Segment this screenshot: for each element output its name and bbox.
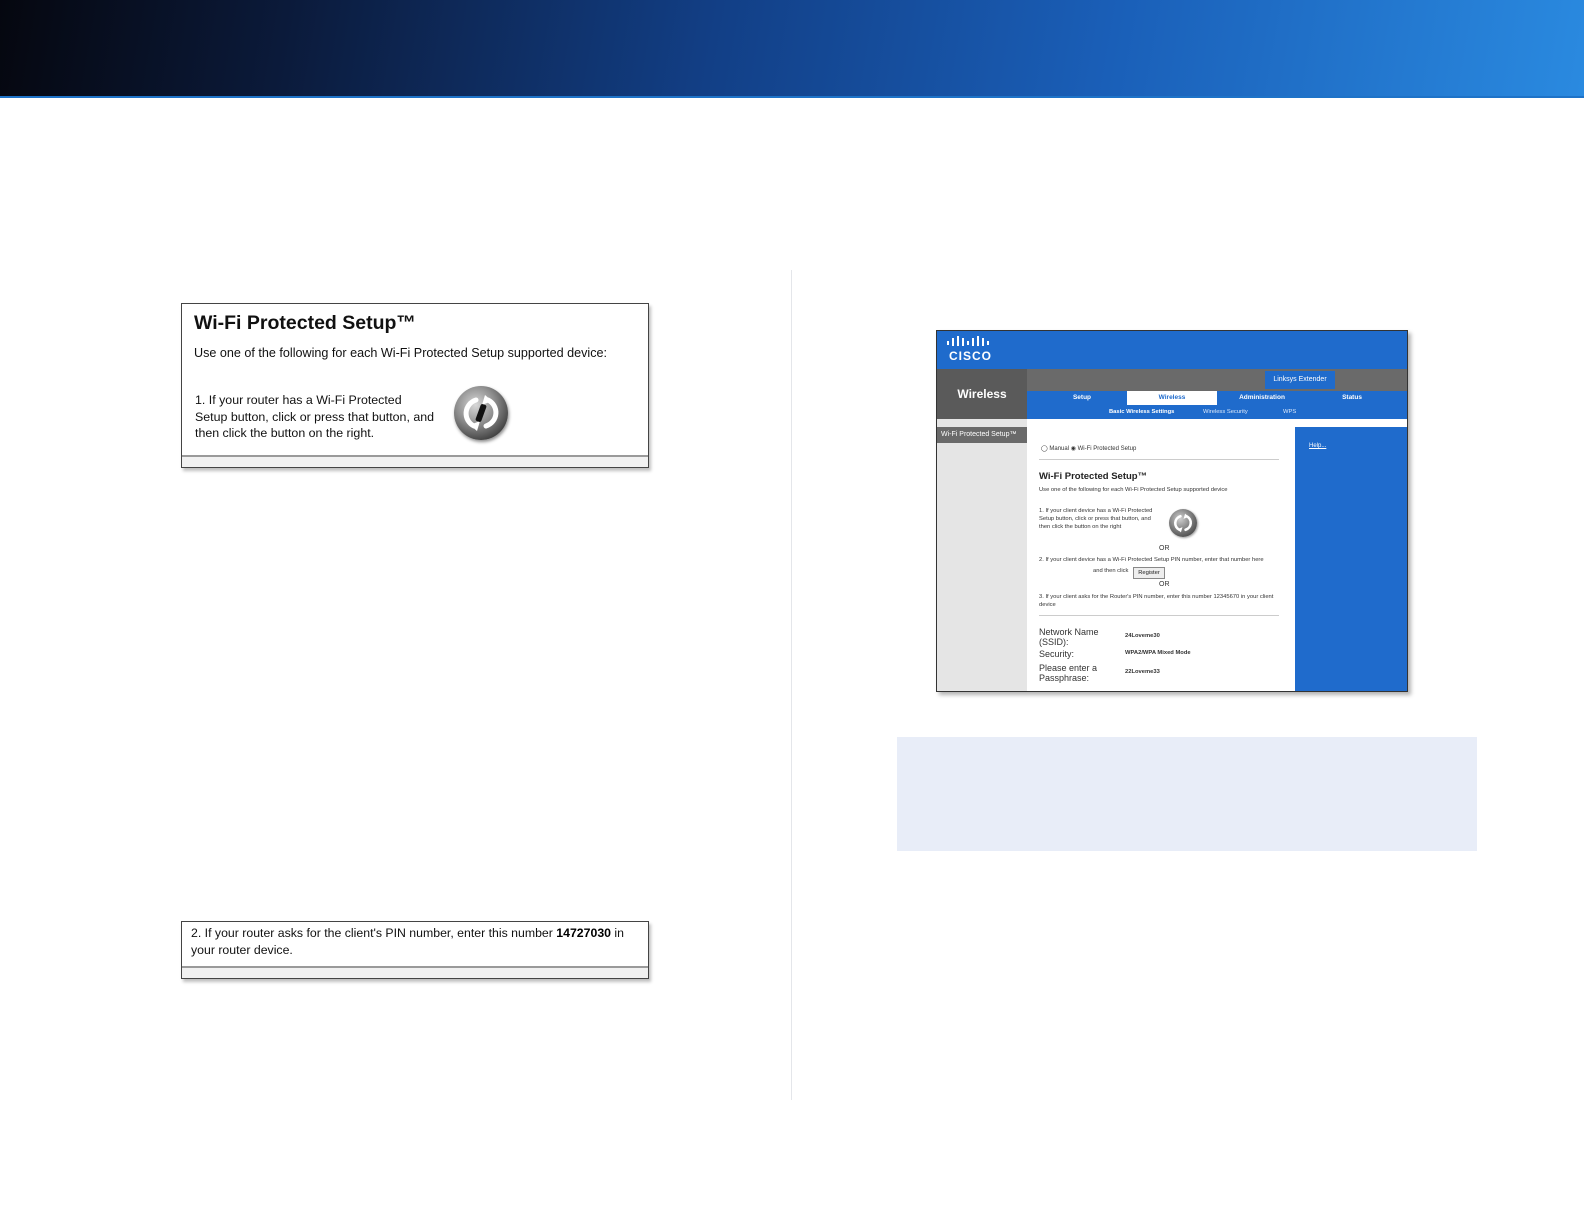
note-box (897, 737, 1477, 851)
cisco-wordmark: CISCO (949, 349, 993, 363)
shot-product-name: Linksys Extender (1265, 371, 1335, 389)
shot-or-2: OR (1159, 581, 1170, 588)
wps-panel-step1: 1. If your router has a Wi-Fi Protected Setup button, click or press that button, and then click the button on the right. (195, 393, 435, 440)
shot-intro: Use one of the following for each Wi-Fi Protected Setup supported device (1039, 487, 1228, 493)
pin-text-before: 2. If your router asks for the client's PIN number, enter this number (191, 926, 557, 940)
shot-title: Wi-Fi Protected Setup™ (1039, 471, 1148, 482)
wps-panel-footer (182, 455, 648, 467)
shot-step3: 3. If your client asks for the Router's PIN number, enter this number 12345670 in your client device (1039, 594, 1274, 608)
cisco-logo-icon (947, 336, 993, 348)
wps-panel-title: Wi-Fi Protected Setup™ (194, 312, 416, 334)
wps-arrows-icon (1169, 509, 1197, 537)
pin-panel-footer (182, 966, 648, 978)
shot-mode-radio[interactable]: ◯ Manual ◉ Wi-Fi Protected Setup (1041, 446, 1137, 452)
wps-panel-screenshot (181, 303, 649, 468)
shot-register-button[interactable]: Register (1133, 567, 1165, 579)
shot-divider (1039, 459, 1279, 460)
shot-section-label: Wireless (957, 387, 1007, 401)
shot-divider (1039, 615, 1279, 616)
shot-subtab-wps[interactable]: WPS (1283, 409, 1297, 415)
shot-subtab-basic[interactable]: Basic Wireless Settings (1109, 409, 1175, 415)
shot-side-item[interactable]: Wi-Fi Protected Setup™ (937, 427, 1027, 443)
shot-passphrase-label: Please enter a Passphrase: (1039, 663, 1098, 683)
shot-security-value: WPA2/WPA Mixed Mode (1125, 650, 1191, 656)
shot-security-label: Security: (1039, 649, 1075, 659)
shot-passphrase-value: 22Loveme33 (1125, 669, 1160, 675)
wps-panel-intro: Use one of the following for each Wi-Fi Protected Setup supported device: (194, 346, 608, 360)
shot-ssid-value: 24Loveme30 (1125, 633, 1160, 639)
header-banner (0, 0, 1584, 96)
shot-tab-status[interactable]: Status (1342, 394, 1362, 401)
shot-help-panel (1295, 427, 1407, 691)
pin-panel-screenshot (181, 921, 649, 979)
wps-arrows-icon (454, 386, 508, 440)
shot-help-link[interactable]: Help... (1309, 443, 1327, 449)
pin-number: 14727030 (556, 926, 611, 940)
column-divider (791, 270, 792, 1100)
shot-wps-button[interactable] (1169, 509, 1197, 537)
wps-push-button[interactable] (454, 386, 508, 440)
shot-step1: 1. If your client device has a Wi-Fi Protected Setup button, click or press that button, and then click the button on the right (1039, 508, 1153, 530)
shot-step2: 2. If your client device has a Wi-Fi Protected Setup PIN number, enter that number here (1039, 557, 1264, 563)
shot-and-then: and then click (1093, 568, 1129, 574)
cisco-header (937, 331, 1407, 369)
pin-text-after: in your router device. (191, 926, 624, 957)
header-rule (0, 96, 1584, 98)
pin-instruction (191, 925, 643, 958)
shot-ssid-label: Network Name (SSID): (1039, 627, 1099, 647)
router-ui-screenshot (936, 330, 1408, 692)
shot-product-bar (1027, 369, 1407, 391)
shot-subtab-security[interactable]: Wireless Security (1203, 409, 1248, 415)
shot-tab-administration[interactable]: Administration (1239, 394, 1285, 401)
shot-or-1: OR (1159, 545, 1170, 552)
shot-tab-setup[interactable]: Setup (1072, 394, 1092, 401)
shot-tab-wireless[interactable]: Wireless (1127, 391, 1217, 405)
